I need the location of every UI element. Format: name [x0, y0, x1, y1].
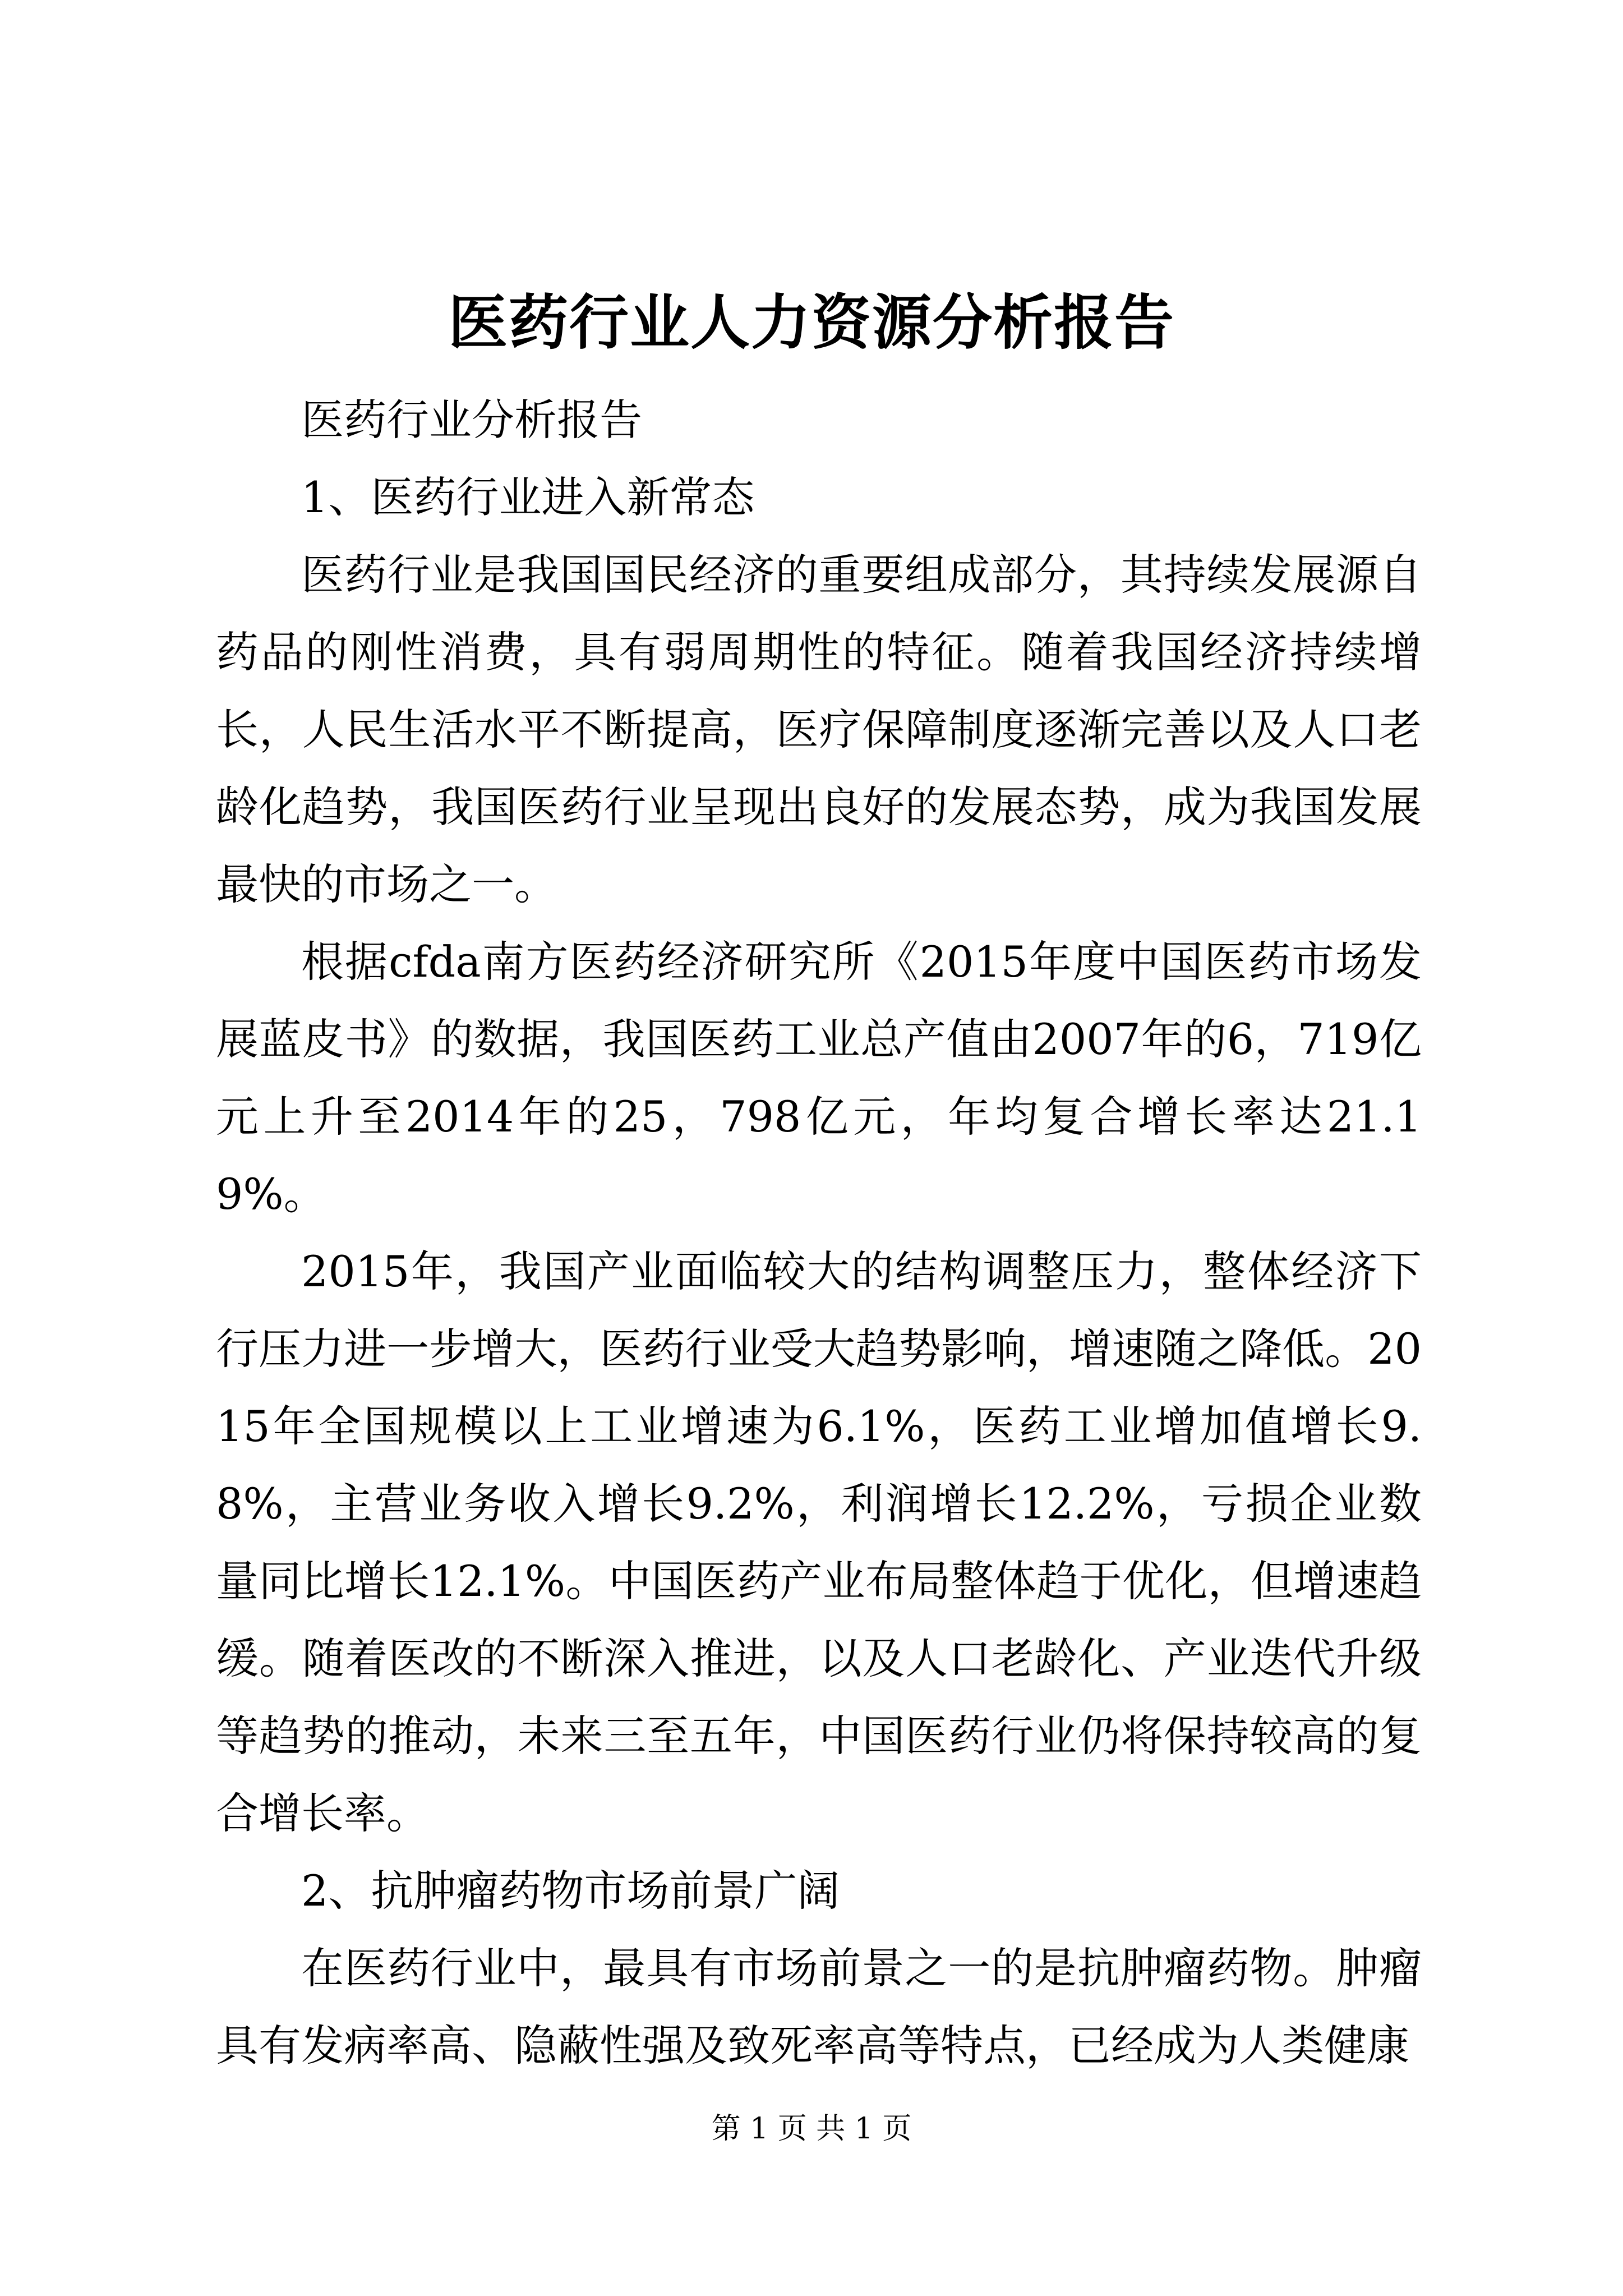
document-title: 医药行业人力资源分析报告: [448, 287, 1175, 357]
section-heading-1: 1、医药行业进入新常态: [301, 472, 755, 522]
paragraph-subtitle: 医药行业分析报告: [301, 395, 642, 445]
section-heading-2: 2、抗肿瘤药物市场前景广阔: [301, 1866, 840, 1916]
page-number-footer: 第 1 页 共 1 页: [711, 2112, 912, 2146]
paragraph: 根据cfda南方医药经济研究所《2015年度中国医药市场发展蓝皮书》的数据，我国医药工业总产值由2007年的6，719亿元上升至2014年的25，798亿元，年均复合增长率达21.19%。: [216, 937, 1422, 1219]
paragraph: 在医药行业中，最具有市场前景之一的是抗肿瘤药物。肿瘤具有发病率高、隐蔽性强及致死率高等特点，已经成为人类健康: [216, 1943, 1422, 2070]
paragraph: 2015年，我国产业面临较大的结构调整压力，整体经济下行压力进一步增大，医药行业受大趋势影响，增速随之降低。2015年全国规模以上工业增速为6.1%，医药工业增加值增长9.8%，主营业务收入增长9.2%，利润增长12.2%，亏损企业数量同比增长12.1%。中国医药产业布局整体趋于优化，但增速趋缓。随着医改的不断深入推进，以及人口老龄化、产业迭代升级等趋势的推动，未来三至五年，中国医药行业仍将保持较高的复合增长率。: [216, 1246, 1422, 1838]
document-body: [216, 381, 1422, 2085]
paragraph: 医药行业是我国国民经济的重要组成部分，其持续发展源自药品的刚性消费，具有弱周期性的特征。随着我国经济持续增长，人民生活水平不断提高，医疗保障制度逐渐完善以及人口老龄化趋势，我国医药行业呈现出良好的发展态势，成为我国发展最快的市场之一。: [216, 550, 1422, 909]
